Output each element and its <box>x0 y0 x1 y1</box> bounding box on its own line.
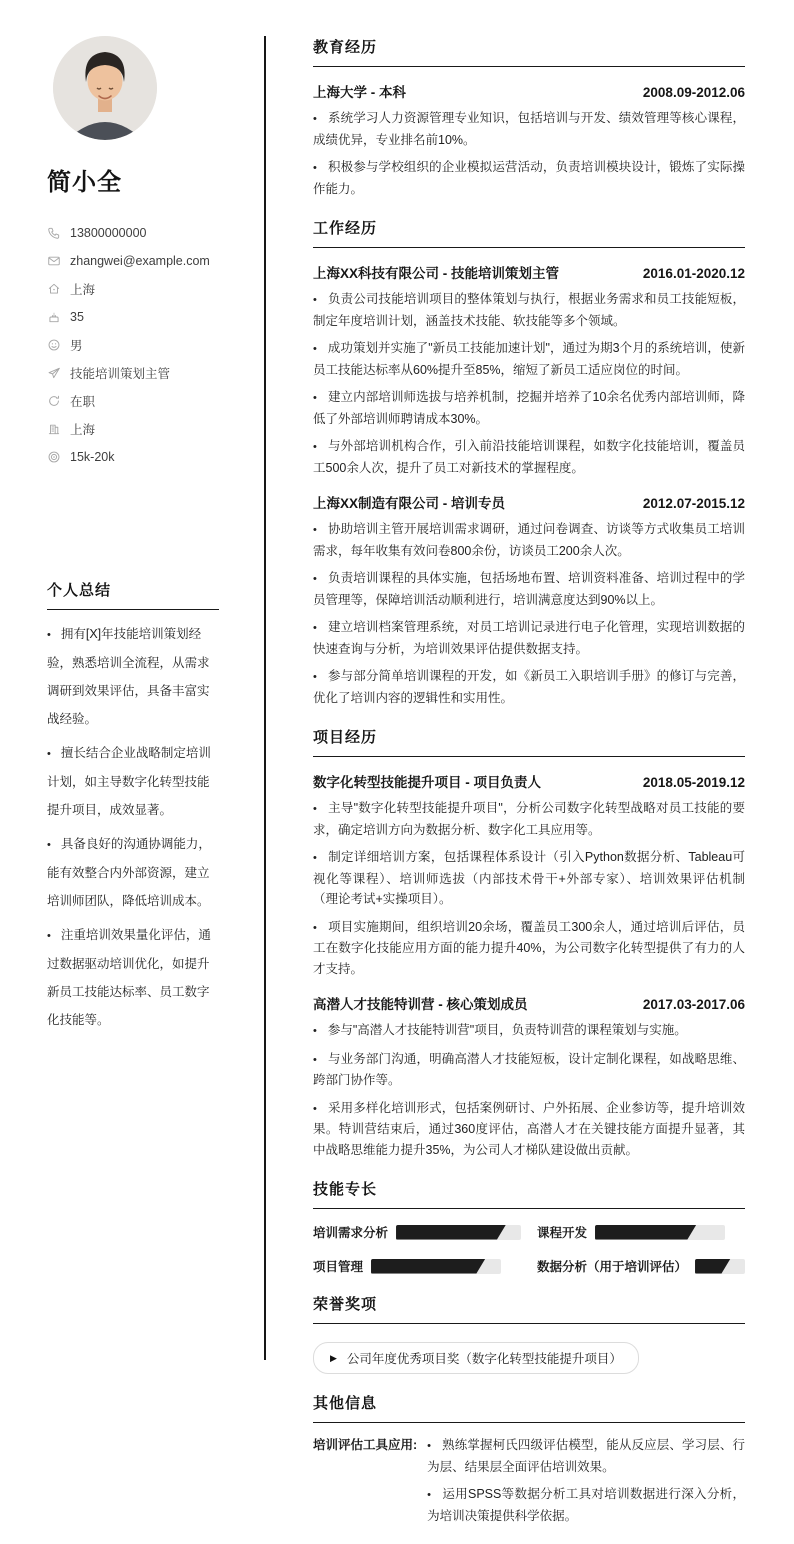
vertical-divider <box>264 36 266 1360</box>
contact-item <box>47 219 219 247</box>
contact-value: zhangwei@example.com <box>70 254 210 268</box>
skill-bar-track <box>695 1259 745 1274</box>
contact-item <box>47 275 219 303</box>
bullet-text: 具备良好的沟通协调能力，能有效整合内外部资源，建立培训师团队，降低培训成本。 <box>47 837 211 908</box>
avatar-illustration <box>53 36 157 140</box>
contact-value: 15k-20k <box>70 450 115 464</box>
entry-date: 2017.03-2017.06 <box>642 997 745 1012</box>
main-column <box>313 36 745 1544</box>
project-entries <box>313 771 745 1160</box>
work-section <box>313 217 745 708</box>
bullet-item <box>313 568 745 610</box>
bullet-item <box>313 289 745 331</box>
other-row <box>313 1435 745 1526</box>
bullet-text: 协助培训主管开展培训需求调研，通过问卷调查、访谈等方式收集员工培训需求，每年收集有效问卷800余份，访谈员工200余人次。 <box>313 522 745 558</box>
skill-row <box>537 1223 745 1241</box>
bullet-dot-icon: • <box>313 162 317 174</box>
skill-row <box>537 1257 745 1275</box>
contact-value: 上海 <box>70 423 96 437</box>
skills-grid <box>313 1223 745 1275</box>
bullet-dot-icon: • <box>47 930 51 942</box>
contact-item <box>47 247 219 275</box>
bullet-dot-icon: • <box>313 803 317 815</box>
bullet-item <box>47 620 219 733</box>
bullet-text: 负责培训课程的具体实施，包括场地布置、培训资料准备、培训过程中的学员管理等，保障培训活动顺利进行，培训满意度达到90%以上。 <box>313 571 745 607</box>
skill-label: 数据分析（用于培训评估） <box>537 1260 688 1274</box>
bullet-item <box>313 436 745 478</box>
bullet-item <box>313 519 745 561</box>
candidate-name: 简小全 <box>47 169 122 196</box>
contact-item <box>47 387 219 415</box>
entry-date: 2018.05-2019.12 <box>642 775 745 790</box>
bullet-item <box>313 798 745 840</box>
bullet-item <box>313 1049 745 1091</box>
bullet-dot-icon: • <box>313 294 317 306</box>
honor-text: 公司年度优秀项目奖（数字化转型技能提升项目） <box>346 1352 622 1366</box>
bullet-dot-icon: • <box>313 671 317 683</box>
entry-heading <box>313 262 745 282</box>
skill-row <box>313 1257 521 1275</box>
contact-item <box>47 443 219 471</box>
honors-section <box>313 1293 745 1374</box>
bullet-text: 积极参与学校组织的企业模拟运营活动，负责培训模块设计，锻炼了实际操作能力。 <box>313 160 745 196</box>
bullet-item <box>313 847 745 910</box>
bullet-text: 主导"数字化转型技能提升项目"，分析公司数字化转型战略对员工技能的要求，确定培训方向为数据分析、数字化工具应用等。 <box>313 801 745 837</box>
bullet-text: 负责公司技能培训项目的整体策划与执行，根据业务需求和员工技能短板，制定年度培训计划，涵盖技术技能、软技能等多个领域。 <box>313 292 745 328</box>
mail-icon <box>47 254 61 268</box>
play-triangle-icon: ▶ <box>330 1352 337 1363</box>
contact-value: 13800000000 <box>70 226 147 240</box>
bullet-dot-icon: • <box>427 1440 432 1452</box>
bullet-item <box>313 387 745 429</box>
honor-badge <box>313 1342 639 1374</box>
bullet-text: 建立培训档案管理系统，对员工培训记录进行电子化管理，实现培训数据的快速查询与分析，为培训效果评估提供数据支持。 <box>313 620 745 656</box>
contact-item <box>47 331 219 359</box>
bullet-item <box>47 830 219 915</box>
age-icon <box>47 310 61 324</box>
bullet-text: 制定详细培训方案，包括课程体系设计（引入Python数据分析、Tableau可视化等课程）、培训师选拔（内部技术骨干+外部专家）、培训效果评估机制（理论考试+实操项目）。 <box>313 850 745 906</box>
summary-section <box>47 579 219 1034</box>
bullet-text: 采用多样化培训形式，包括案例研讨、户外拓展、企业参访等，提升培训效果。特训营结束后，通过360度评估，高潜人才在关键技能方面提升显著，其中战略思维能力提升35%，为公司人才梯队建设做出贡献。 <box>313 1100 745 1157</box>
phone-icon <box>47 226 61 240</box>
bullet-dot-icon: • <box>313 1053 317 1066</box>
skill-bar-track <box>595 1225 725 1240</box>
work-title: 工作经历 <box>313 217 745 248</box>
education-entries <box>313 81 745 199</box>
summary-list <box>47 620 219 1034</box>
bullet-item <box>313 1098 745 1161</box>
bullet-text: 建立内部培训师选拔与培养机制，挖掘并培养了10余名优秀内部培训师，降低了外部培训师聘请成本30%。 <box>313 390 745 426</box>
bullet-dot-icon: • <box>313 622 317 634</box>
bullet-item <box>313 1020 745 1042</box>
bullet-text: 系统学习人力资源管理专业知识，包括培训与开发、绩效管理等核心课程，成绩优异，专业排名前10%。 <box>313 111 745 147</box>
sidebar <box>47 36 219 1034</box>
bullet-dot-icon: • <box>313 1025 317 1037</box>
entry-heading <box>313 492 745 512</box>
location-icon <box>47 282 61 296</box>
skill-bar-track <box>396 1225 521 1240</box>
education-title: 教育经历 <box>313 36 745 67</box>
bullet-item <box>47 739 219 824</box>
bullet-dot-icon: • <box>313 852 317 864</box>
contact-value: 35 <box>70 310 84 324</box>
other-label: 培训评估工具应用: <box>313 1438 418 1452</box>
bullet-item <box>47 921 219 1034</box>
entry-title: 上海XX制造有限公司 - 培训专员 <box>313 496 506 511</box>
bullet-text: 擅长结合企业战略制定培训计划，如主导数字化转型技能提升项目，成效显著。 <box>47 746 211 817</box>
skill-label: 课程开发 <box>537 1226 588 1240</box>
skill-bar-track <box>371 1259 501 1274</box>
skills-section <box>313 1178 745 1275</box>
entry-title: 上海XX科技有限公司 - 技能培训策划主管 <box>313 266 560 281</box>
honors-list <box>313 1328 745 1374</box>
contact-item <box>47 359 219 387</box>
status-icon <box>47 394 61 408</box>
contact-value: 上海 <box>70 283 96 297</box>
skill-bar-fill <box>595 1225 696 1240</box>
contact-item <box>47 303 219 331</box>
bullet-item <box>427 1435 745 1477</box>
salary-icon <box>47 450 61 464</box>
bullet-item <box>313 666 745 708</box>
bullet-text: 拥有[X]年技能培训策划经验，熟悉培训全流程，从需求调研到效果评估，具备丰富实战经验。 <box>47 627 210 726</box>
bullet-item <box>313 617 745 659</box>
entry-title: 上海大学 - 本科 <box>313 85 406 100</box>
bullet-text: 与外部培训机构合作，引入前沿技能培训课程，如数字化技能培训，覆盖员工500余人次，提升了员工对新技术的掌握程度。 <box>313 439 745 475</box>
entry-date: 2012.07-2015.12 <box>642 496 745 511</box>
bullet-item <box>313 338 745 380</box>
work-entries <box>313 262 745 708</box>
bullet-text: 熟练掌握柯氏四级评估模型，能从反应层、学习层、行为层、结果层全面评估培训效果。 <box>427 1438 745 1474</box>
bullet-dot-icon: • <box>313 524 317 536</box>
other-title: 其他信息 <box>313 1392 745 1423</box>
honors-title: 荣誉奖项 <box>313 1293 745 1324</box>
entry-heading <box>313 81 745 101</box>
skills-title: 技能专长 <box>313 1178 745 1209</box>
skill-bar-fill <box>695 1259 730 1274</box>
bullet-dot-icon: • <box>47 748 51 760</box>
bullet-dot-icon: • <box>313 343 317 355</box>
bullet-text: 项目实施期间，组织培训20余场，覆盖员工300余人，通过培训后评估，员工在数字化技能应用方面的能力提升40%，为公司数字化转型提供了有力的人才支持。 <box>313 919 745 976</box>
company-icon <box>47 422 61 436</box>
bullet-item <box>427 1484 745 1526</box>
entry-title: 数字化转型技能提升项目 - 项目负责人 <box>313 775 541 790</box>
bullet-dot-icon: • <box>313 113 317 125</box>
summary-title: 个人总结 <box>47 579 219 610</box>
entry-date: 2016.01-2020.12 <box>642 266 745 281</box>
projects-title: 项目经历 <box>313 726 745 757</box>
bullet-item <box>313 157 745 199</box>
bullet-text: 运用SPSS等数据分析工具对培训数据进行深入分析，为培训决策提供科学依据。 <box>427 1487 745 1523</box>
entry-title: 高潜人才技能特训营 - 核心策划成员 <box>313 997 528 1012</box>
bullet-item <box>313 917 745 980</box>
contact-value: 在职 <box>70 395 96 409</box>
bullet-text: 注重培训效果量化评估，通过数据驱动培训优化，如提升新员工技能达标率、员工数字化技能等。 <box>47 928 211 1027</box>
bullet-dot-icon: • <box>427 1489 432 1501</box>
bullet-text: 参与"高潜人才技能特训营"项目，负责特训营的课程策划与实施。 <box>327 1023 687 1037</box>
job-icon <box>47 366 61 380</box>
skill-label: 培训需求分析 <box>313 1226 389 1240</box>
other-bullets <box>427 1435 745 1526</box>
contact-value: 男 <box>70 339 83 353</box>
projects-section <box>313 726 745 1160</box>
bullet-dot-icon: • <box>47 629 51 641</box>
entry-heading <box>313 993 745 1013</box>
bullet-text: 与业务部门沟通，明确高潜人才技能短板，设计定制化课程，如战略思维、跨部门协作等。 <box>313 1051 745 1087</box>
education-section <box>313 36 745 199</box>
entry-heading <box>313 771 745 791</box>
other-section <box>313 1392 745 1526</box>
skill-bar-fill <box>371 1259 485 1274</box>
skill-row <box>313 1223 521 1241</box>
bullet-dot-icon: • <box>313 441 317 453</box>
contact-item <box>47 415 219 443</box>
bullet-dot-icon: • <box>313 392 317 404</box>
bullet-dot-icon: • <box>47 839 51 851</box>
contact-value: 技能培训策划主管 <box>70 367 171 381</box>
bullet-text: 参与部分简单培训课程的开发，如《新员工入职培训手册》的修订与完善，优化了培训内容的逻辑性和实用性。 <box>313 669 745 705</box>
skill-label: 项目管理 <box>313 1260 364 1274</box>
bullet-dot-icon: • <box>313 573 317 585</box>
bullet-text: 成功策划并实施了"新员工技能加速计划"，通过为期3个月的系统培训，使新员工技能达标率从60%提升至85%，缩短了新员工适应岗位的时间。 <box>313 341 745 377</box>
skill-bar-fill <box>396 1225 506 1240</box>
gender-icon <box>47 338 61 352</box>
profile-photo <box>53 36 157 140</box>
entry-date: 2008.09-2012.06 <box>642 85 745 100</box>
bullet-dot-icon: • <box>313 921 317 934</box>
bullet-dot-icon: • <box>313 1102 317 1115</box>
contact-list <box>47 219 219 471</box>
bullet-item <box>313 108 745 150</box>
